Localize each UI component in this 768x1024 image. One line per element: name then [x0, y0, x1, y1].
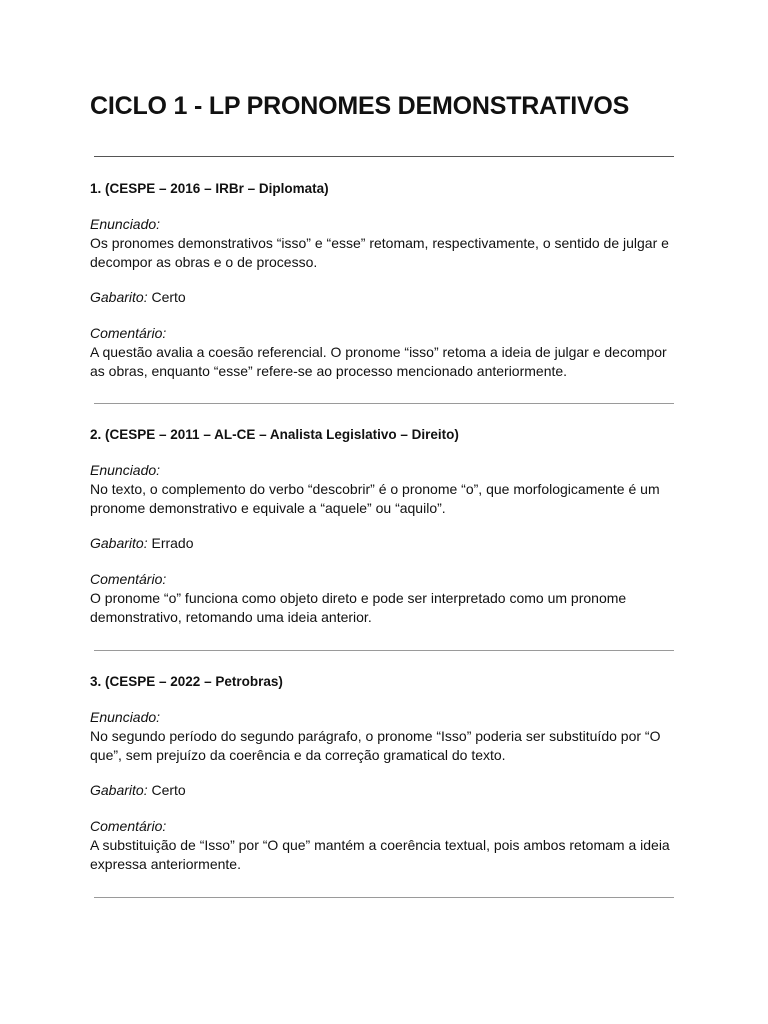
- divider: [94, 403, 674, 404]
- question-heading: 3. (CESPE – 2022 – Petrobras): [90, 674, 283, 689]
- divider: [94, 650, 674, 651]
- enunciado-text: Os pronomes demonstrativos “isso” e “esse” retomam, respectivamente, o sentido de julgar e decompor as obras e o de processo.: [90, 235, 669, 270]
- enunciado-label: Enunciado:: [90, 216, 161, 232]
- gabarito-label: Gabarito:: [90, 535, 148, 551]
- enunciado-label: Enunciado:: [90, 709, 161, 725]
- question-heading: 1. (CESPE – 2016 – IRBr – Diplomata): [90, 181, 329, 196]
- comentario-label: Comentário:: [90, 325, 167, 341]
- page-title: CICLO 1 - LP PRONOMES DEMONSTRATIVOS: [90, 92, 630, 120]
- comentario-label: Comentário:: [90, 818, 167, 834]
- question-1: [90, 180, 675, 381]
- gabarito-label: Gabarito:: [90, 289, 148, 305]
- question-2: [90, 426, 675, 627]
- enunciado-text: No texto, o complemento do verbo “descobrir” é o pronome “o”, que morfologicamente é um pronome demonstrativo e equivale a “aquele” ou “aquilo”.: [90, 481, 660, 516]
- question-3: [90, 673, 675, 874]
- gabarito-line: [90, 781, 675, 800]
- gabarito-line: [90, 288, 675, 307]
- comentario-text: A questão avalia a coesão referencial. O pronome “isso” retoma a ideia de julgar e decompor as obras, enquanto “esse” refere-se ao processo mencionado anteriormente.: [90, 344, 667, 379]
- gabarito-value: Certo: [151, 782, 186, 798]
- divider: [94, 156, 674, 157]
- divider: [94, 897, 674, 898]
- gabarito-line: [90, 534, 675, 553]
- gabarito-label: Gabarito:: [90, 782, 148, 798]
- comentario-text: O pronome “o” funciona como objeto direto e pode ser interpretado como um pronome demonstrativo, retomando uma ideia anterior.: [90, 590, 627, 625]
- gabarito-value: Errado: [151, 535, 194, 551]
- comentario-label: Comentário:: [90, 571, 167, 587]
- gabarito-value: Certo: [151, 289, 186, 305]
- enunciado-text: No segundo período do segundo parágrafo, o pronome “Isso” poderia ser substituído por “O que”, sem prejuízo da coerência e da correção gramatical do texto.: [90, 728, 661, 763]
- question-heading: 2. (CESPE – 2011 – AL-CE – Analista Legislativo – Direito): [90, 427, 459, 442]
- enunciado-label: Enunciado:: [90, 462, 161, 478]
- comentario-text: A substituição de “Isso” por “O que” mantém a coerência textual, pois ambos retomam a ideia expressa anteriormente.: [90, 837, 670, 872]
